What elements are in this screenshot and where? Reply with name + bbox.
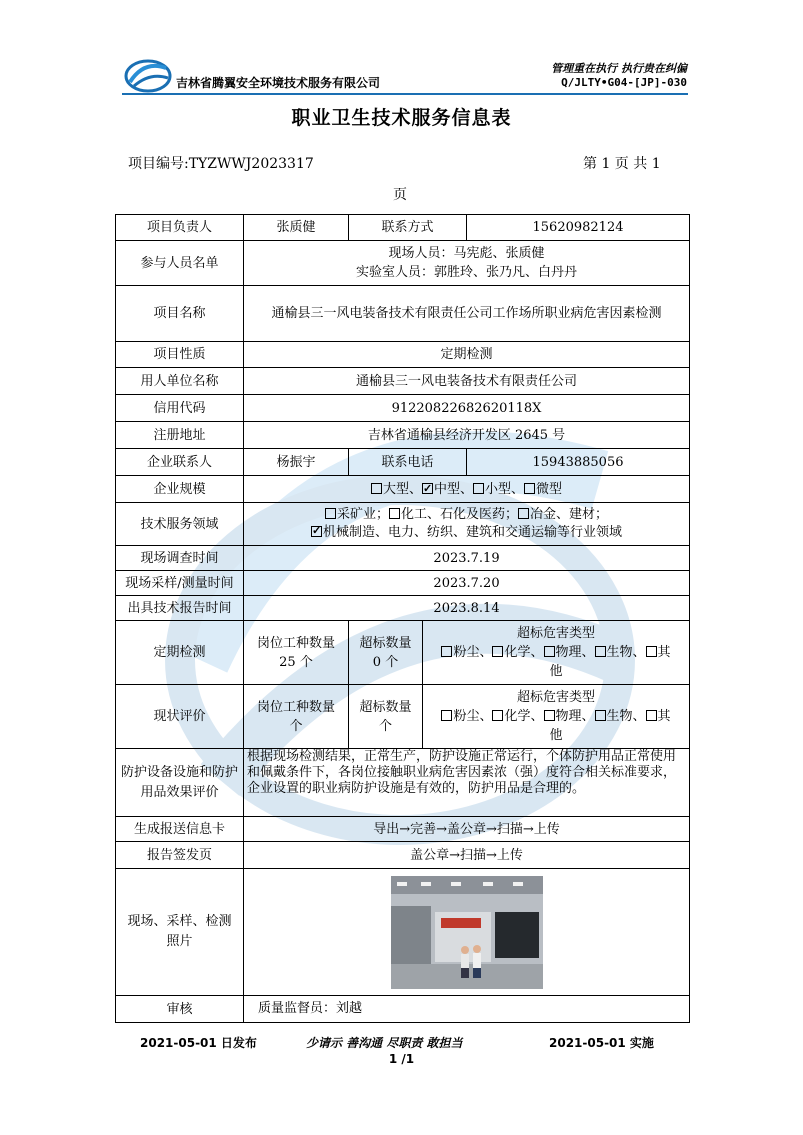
- table-row: [116, 342, 690, 368]
- site-photo-image: [391, 876, 543, 989]
- enterprise-contact-label: 企业联系人: [116, 449, 244, 476]
- enterprise-contact-value: 杨振宇: [244, 449, 349, 476]
- info-table: [115, 214, 690, 1023]
- contact-label: 联系方式: [349, 215, 467, 241]
- status-exceed-count: 超标数量 个: [349, 685, 423, 749]
- protection-eval-label: 防护设备设施和防护用品效果评价: [116, 749, 244, 817]
- table-row: [116, 286, 690, 342]
- checkbox-icon[interactable]: [492, 646, 503, 657]
- table-row: [116, 449, 690, 476]
- field-option[interactable]: ✓机械制造、电力、纺织、建筑和交通运输等行业领域: [311, 525, 622, 540]
- nature-label: 项目性质: [116, 342, 244, 368]
- page-title: 职业卫生技术服务信息表: [291, 107, 512, 129]
- header-rule: [122, 93, 688, 95]
- sign-page-value: 盖公章→扫描→上传: [244, 842, 690, 869]
- checkbox-icon[interactable]: [473, 483, 484, 494]
- enterprise-phone-label: 联系电话: [349, 449, 467, 476]
- status-eval-label: 现状评价: [116, 685, 244, 749]
- scale-option[interactable]: 小型、: [473, 482, 524, 497]
- table-row: [116, 596, 690, 621]
- leader-label: 项目负责人: [116, 215, 244, 241]
- checkbox-icon[interactable]: [646, 646, 657, 657]
- issued-date: 2021-05-01 日发布: [140, 1036, 257, 1050]
- periodic-exceed-count: 超标数量 0 个: [349, 621, 423, 685]
- status-post-count: 岗位工种数量 个: [244, 685, 349, 749]
- table-row: [116, 241, 690, 286]
- project-name-label: 项目名称: [116, 286, 244, 342]
- document-code: Q/JLTY•G04-[JP]-030: [561, 76, 687, 89]
- field-option[interactable]: 化工、石化及医药；: [389, 507, 518, 522]
- credit-code-value: 91220822682620118X: [244, 395, 690, 422]
- sampling-time-value: 2023.7.20: [244, 571, 690, 596]
- field-option[interactable]: 冶金、建材；: [518, 507, 608, 522]
- table-row: [116, 422, 690, 449]
- leader-value: 张质健: [244, 215, 349, 241]
- checkbox-icon[interactable]: [646, 710, 657, 721]
- table-row: [116, 685, 690, 749]
- members-label: 参与人员名单: [116, 241, 244, 286]
- project-number: 项目编号:TYZWWJ2023317: [128, 156, 314, 172]
- scale-label: 企业规模: [116, 476, 244, 503]
- members-line-1: 现场人员：马宪彪、张质健: [388, 246, 545, 261]
- status-hazard-types: 超标危害类型 粉尘、 化学、 物理、 生物、 其 他: [423, 685, 690, 749]
- footer-motto: 少请示 善沟通 尽职责 敢担当: [306, 1036, 463, 1050]
- periodic-label: 定期检测: [116, 621, 244, 685]
- info-card-label: 生成报送信息卡: [116, 817, 244, 842]
- checkbox-checked-icon[interactable]: [422, 483, 433, 494]
- address-value: 吉林省通榆县经济开发区 2645 号: [244, 422, 690, 449]
- members-value: [244, 241, 690, 286]
- scale-option[interactable]: 微型: [524, 482, 562, 497]
- scale-option[interactable]: ✓ 中型、: [422, 482, 473, 497]
- scale-option[interactable]: 大型、: [371, 482, 422, 497]
- checkbox-icon[interactable]: [371, 483, 382, 494]
- table-row: [116, 215, 690, 241]
- employer-value: 通榆县三一风电装备技术有限责任公司: [244, 368, 690, 395]
- checkbox-icon[interactable]: [441, 710, 452, 721]
- checkbox-icon[interactable]: [518, 508, 529, 519]
- protection-eval-value: 根据现场检测结果，正常生产，防护设施正常运行，个体防护用品正常使用和佩戴条件下，各岗位接触职业病危害因素浓（强）度符合相关标准要求，企业设置的职业病防护设施是有效的，防护用品是合理的。: [244, 749, 690, 817]
- project-name-value: 通榆县三一风电装备技术有限责任公司工作场所职业病危害因素检测: [244, 286, 690, 342]
- sampling-time-label: 现场采样/测量时间: [116, 571, 244, 596]
- sign-page-label: 报告签发页: [116, 842, 244, 869]
- audit-label: 审核: [116, 996, 244, 1023]
- photo-cell: [244, 869, 690, 996]
- survey-time-value: 2023.7.19: [244, 546, 690, 571]
- company-logo: [124, 54, 172, 94]
- table-row: [116, 842, 690, 869]
- audit-value: 质量监督员：刘越: [244, 996, 690, 1023]
- members-line-2: 实验室人员：郭胜玲、张乃凡、白丹丹: [356, 265, 578, 280]
- periodic-post-count: 岗位工种数量 25 个: [244, 621, 349, 685]
- info-card-value: 导出→完善→盖公章→扫描→上传: [244, 817, 690, 842]
- address-label: 注册地址: [116, 422, 244, 449]
- employer-label: 用人单位名称: [116, 368, 244, 395]
- table-row: [116, 571, 690, 596]
- checkbox-icon[interactable]: [441, 646, 452, 657]
- survey-time-label: 现场调查时间: [116, 546, 244, 571]
- header-slogan: 管理重在执行 执行贵在纠偏: [551, 62, 687, 75]
- table-row: [116, 749, 690, 817]
- report-time-label: 出具技术报告时间: [116, 596, 244, 621]
- checkbox-icon[interactable]: [492, 710, 503, 721]
- checkbox-icon[interactable]: [595, 710, 606, 721]
- table-row: [116, 476, 690, 503]
- checkbox-icon[interactable]: [389, 508, 400, 519]
- enterprise-phone-value: 15943885056: [467, 449, 690, 476]
- photo-label: 现场、采样、检测照片: [116, 869, 244, 996]
- table-row: [116, 817, 690, 842]
- table-row: [116, 395, 690, 422]
- checkbox-checked-icon[interactable]: [311, 526, 322, 537]
- table-row: [116, 368, 690, 395]
- table-row: [116, 996, 690, 1023]
- nature-value: 定期检测: [244, 342, 690, 368]
- service-field-label: 技术服务领域: [116, 503, 244, 546]
- table-row: [116, 503, 690, 546]
- field-option[interactable]: 采矿业；: [325, 507, 389, 522]
- contact-value: 15620982124: [467, 215, 690, 241]
- table-row: [116, 546, 690, 571]
- scale-options: [244, 476, 690, 503]
- checkbox-icon[interactable]: [595, 646, 606, 657]
- checkbox-icon[interactable]: [544, 710, 555, 721]
- page-info: 第 1 页 共 1: [583, 156, 661, 172]
- page-number: 1 /1: [388, 1052, 415, 1066]
- table-row: [116, 869, 690, 996]
- checkbox-icon[interactable]: [325, 508, 336, 519]
- site-photo: [391, 876, 543, 989]
- periodic-hazard-types: 超标危害类型 粉尘、 化学、 物理、 生物、 其 他: [423, 621, 690, 685]
- effective-date: 2021-05-01 实施: [549, 1036, 654, 1050]
- checkbox-icon[interactable]: [544, 646, 555, 657]
- credit-code-label: 信用代码: [116, 395, 244, 422]
- service-field-options: [244, 503, 690, 546]
- checkbox-icon[interactable]: [524, 483, 535, 494]
- report-time-value: 2023.8.14: [244, 596, 690, 621]
- table-row: [116, 621, 690, 685]
- page-info-continued: 页: [393, 187, 407, 203]
- company-name: 吉林省腾翼安全环境技术服务有限公司: [176, 76, 381, 90]
